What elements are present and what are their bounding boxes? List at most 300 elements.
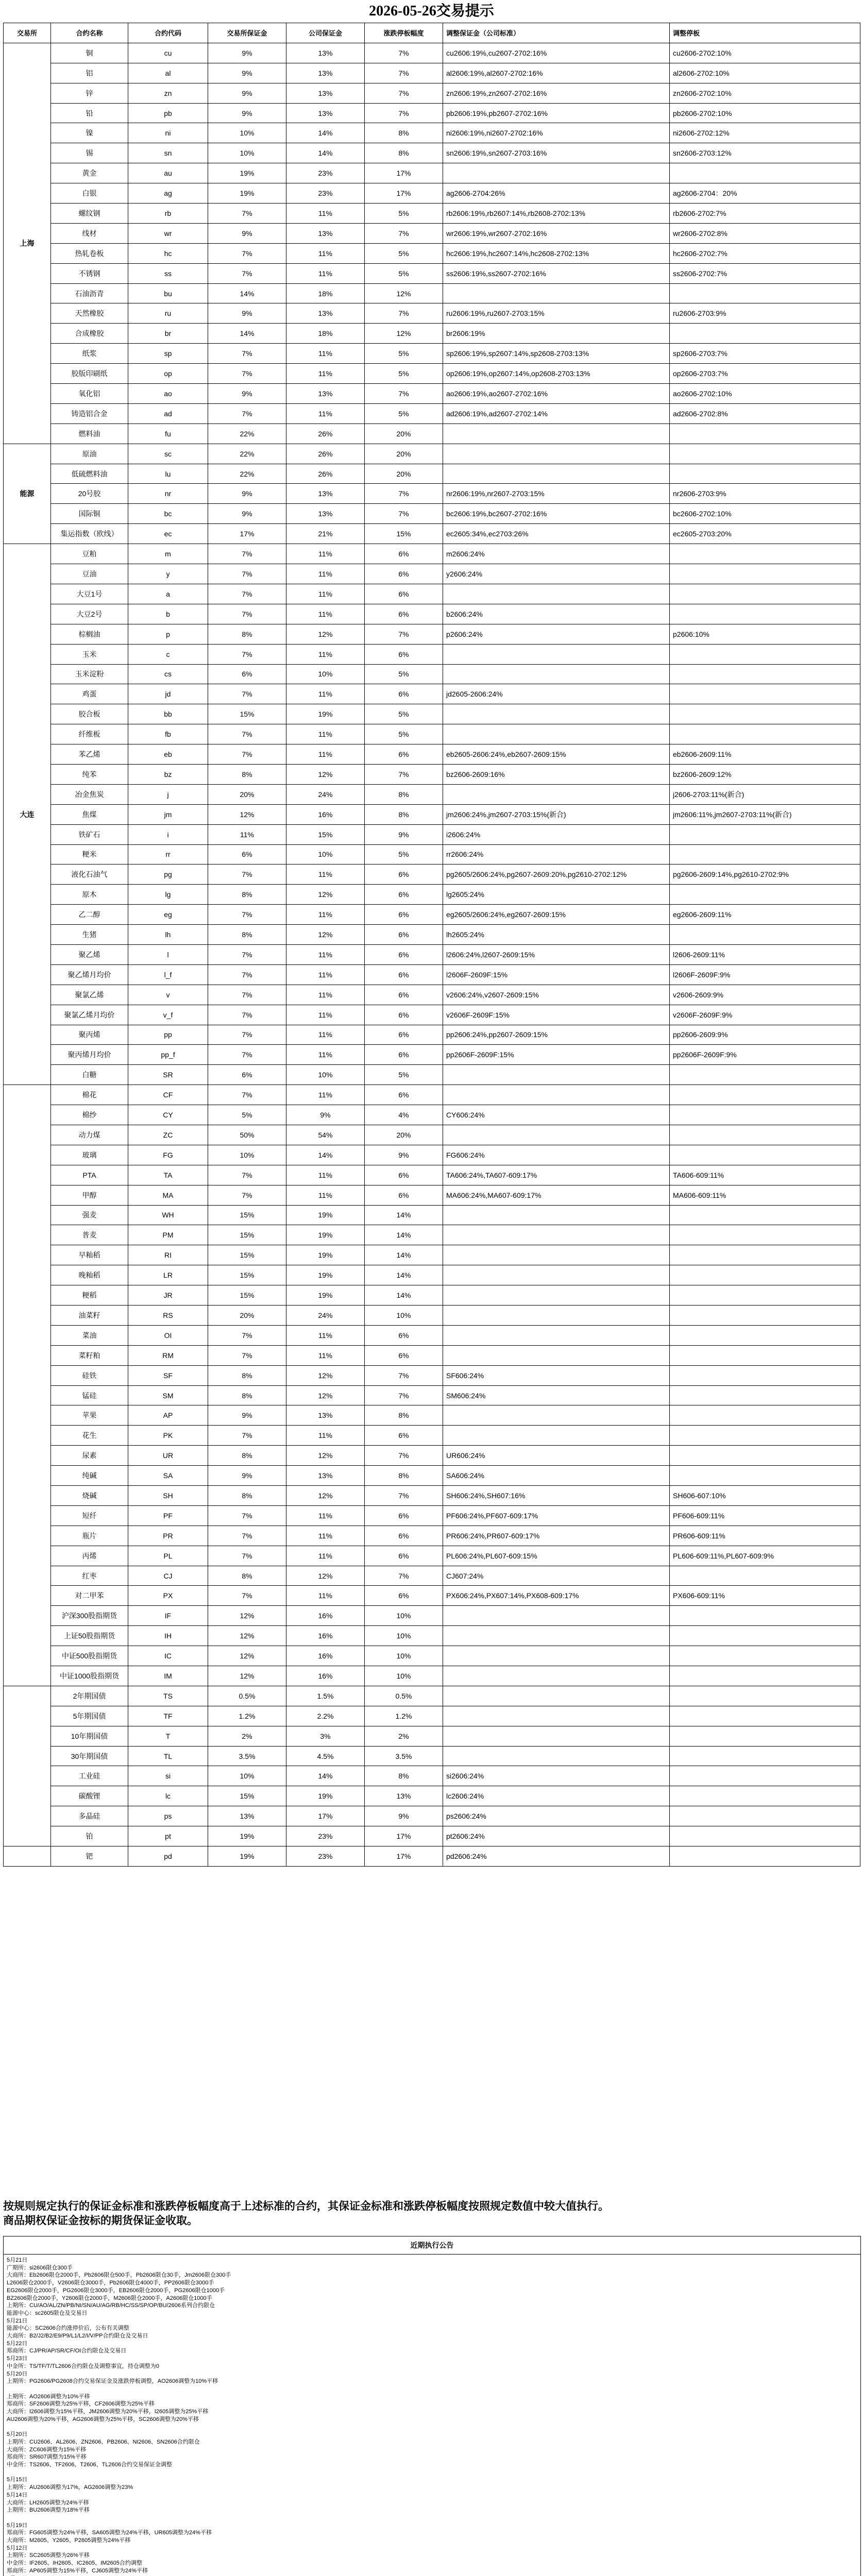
table-row (4, 784, 860, 804)
company-margin-cell: 11% (286, 724, 365, 744)
adjusted-margin-cell: p2606:24% (443, 624, 670, 644)
contract-name-cell: 棕榈油 (51, 624, 128, 644)
contract-name-cell: 甲醇 (51, 1185, 128, 1205)
table-row (4, 724, 860, 744)
adjusted-limit-cell: ao2606-2702:10% (670, 384, 860, 404)
limit-cell: 7% (365, 83, 443, 103)
limit-cell: 7% (365, 63, 443, 83)
adjusted-limit-cell (670, 1325, 860, 1345)
company-margin-cell: 13% (286, 484, 365, 504)
company-margin-cell: 11% (286, 243, 365, 263)
adjusted-limit-cell: bc2606-2702:10% (670, 504, 860, 524)
exchange-margin-cell: 9% (208, 83, 286, 103)
limit-cell: 6% (365, 1586, 443, 1606)
contract-code-cell: PM (128, 1225, 208, 1245)
contract-code-cell: ad (128, 403, 208, 423)
table-row (4, 804, 860, 824)
adjusted-margin-cell (443, 1345, 670, 1365)
limit-cell: 8% (365, 1405, 443, 1426)
table-row (4, 744, 860, 765)
contract-name-cell: 丙烯 (51, 1546, 128, 1566)
contract-code-cell: v_f (128, 1005, 208, 1025)
limit-cell: 6% (365, 925, 443, 945)
limit-cell: 6% (365, 1025, 443, 1045)
limit-cell: 14% (365, 1205, 443, 1225)
adjusted-margin-cell: sn2606:19%,sn2607-2703:16% (443, 143, 670, 163)
table-row (4, 1145, 860, 1165)
adjusted-limit-cell (670, 684, 860, 704)
company-margin-cell: 11% (286, 1185, 365, 1205)
adjusted-margin-cell: jd2605-2606:24% (443, 684, 670, 704)
contract-code-cell: pg (128, 865, 208, 885)
margin-table (3, 23, 860, 1867)
adjusted-margin-cell (443, 1205, 670, 1225)
adjusted-margin-cell: pt2606:24% (443, 1826, 670, 1846)
exchange-margin-cell: 7% (208, 964, 286, 985)
limit-cell: 15% (365, 524, 443, 544)
exchange-margin-cell: 0.5% (208, 1686, 286, 1706)
contract-code-cell: AP (128, 1405, 208, 1426)
contract-code-cell: cu (128, 43, 208, 63)
table-row (4, 283, 860, 303)
limit-cell: 7% (365, 1365, 443, 1385)
contract-code-cell: p (128, 624, 208, 644)
contract-name-cell: 晚籼稻 (51, 1265, 128, 1285)
limit-cell: 10% (365, 1606, 443, 1626)
table-row (4, 524, 860, 544)
exchange-margin-cell: 10% (208, 143, 286, 163)
contract-name-cell: 胶版印刷纸 (51, 364, 128, 384)
contract-name-cell: 国际铜 (51, 504, 128, 524)
contract-code-cell: PF (128, 1505, 208, 1526)
company-margin-cell: 14% (286, 123, 365, 143)
adjusted-limit-cell (670, 163, 860, 183)
limit-cell: 17% (365, 1826, 443, 1846)
contract-code-cell: ru (128, 303, 208, 324)
adjusted-limit-cell: v2606F-2609F:9% (670, 1005, 860, 1025)
recent-announcements-body: 5月21日 广期所：si2606限仓300手 大商所：Eb2606限仓2000手，Pb2606限仓500手，Pb2606限仓30手，Jm2606限仓300手 L2606限仓2000手，V2606限仓3000手，Pb2606限仓4000手，PP2606限仓3000手 EG2606限仓2000手，PG2606限仓3000手，EB2606限仓2000手，PG2606限仓1000手 BZ2606限仓2000手，Y2606限仓2000手，M2606限仓2000手，A2606限仓1000手 上期所：CU/AO/AL/ZN/PB/NI/SN/AU/AG/RB/HC/SS/SP/OP/BU/2606系列合约限仓 能源中心：sc2605限仓及交易日 5月21日 能源中心：SC2606合约涨停价后，公布有关调整 大商所：B2/J2/B2/E9/P9/L1/L2/I/V/PP合约限仓及交易日 5月22日 郑商所：CJ/PR/AP/SR/CF/OI合约限仓及交易日 5月23日 中金所：TS/TF/T/TL2606合约限仓及调整事宜，持仓调整为0 5月20日 上期所：PG2606/PG2608合约交易保证金及涨跌停板调整，AO2606调整为10%平移 上期所：AO2606调整为10%平移 郑商所：SF2606调整为25%平移，CF2606调整为25%平移 大商所：I2606调整为15%平移，JM2606调整为20%平移，I2605调整为25%平移 AU2606调整为20%平移，AG2606调整为25%平移，SC2606调整为20%平移 5月20日 上期所：CU2606、AL2606、ZN2606、PB2606、NI2606、SN2606合约限仓 大商所：ZC606调整为15%平移 郑商所：SR607调整为15%平移 中金所：TS2606、TF2606、T2606、TL2606合约交易保证金调整 5月15日 上期所：AU2606调整为17%，AG2606调整为23% 5月14日 大商所：LH2605调整为24%平移 上期所：BU2606调整为18%平移 5月19日 郑商所：FG605调整为24%平移，SA605调整为24%平移，UR605调整为24%平移 大商所：M2605、Y2605、P2605调整为24%平移 5月12日 上期所：SC2605调整为26%平移 中金所：IF2605、IH2605、IC2605、IM2605合约调整 郑商所：AP605调整为15%平移，CJ605调整为24%平移 (7, 2257, 231, 2574)
adjusted-limit-cell: eb2606-2609:11% (670, 744, 860, 765)
limit-cell: 5% (365, 243, 443, 263)
contract-name-cell: 原木 (51, 885, 128, 905)
adjusted-limit-cell: PR606-609:11% (670, 1526, 860, 1546)
exchange-margin-cell: 8% (208, 1486, 286, 1506)
adjusted-limit-cell: ni2606-2702:12% (670, 123, 860, 143)
contract-code-cell: PL (128, 1546, 208, 1566)
exchange-margin-cell: 13% (208, 1806, 286, 1826)
table-row (4, 544, 860, 564)
exchange-margin-cell: 19% (208, 1826, 286, 1846)
contract-name-cell: 20号胶 (51, 484, 128, 504)
adjusted-margin-cell (443, 464, 670, 484)
exchange-margin-cell: 7% (208, 604, 286, 624)
exchange-margin-cell: 20% (208, 784, 286, 804)
adjusted-margin-cell: lh2605:24% (443, 925, 670, 945)
exchange-cell: 上海 (4, 43, 51, 444)
adjusted-limit-cell: nr2606-2703:9% (670, 484, 860, 504)
company-margin-cell: 12% (286, 925, 365, 945)
contract-name-cell: 聚丙烯 (51, 1025, 128, 1045)
contract-code-cell: OI (128, 1325, 208, 1345)
limit-cell: 14% (365, 1265, 443, 1285)
exchange-margin-cell: 9% (208, 103, 286, 123)
adjusted-limit-cell: eg2606-2609:11% (670, 905, 860, 925)
table-row (4, 1806, 860, 1826)
adjusted-limit-cell (670, 844, 860, 865)
table-row (4, 243, 860, 263)
contract-name-cell: 棉纱 (51, 1105, 128, 1125)
table-row (4, 1005, 860, 1025)
adjusted-margin-cell (443, 1706, 670, 1726)
company-margin-cell: 14% (286, 143, 365, 163)
company-margin-cell: 13% (286, 1405, 365, 1426)
company-margin-cell: 24% (286, 1306, 365, 1326)
contract-code-cell: cs (128, 664, 208, 684)
company-margin-cell: 13% (286, 303, 365, 324)
exchange-margin-cell: 22% (208, 444, 286, 464)
table-row (4, 764, 860, 784)
company-margin-cell: 11% (286, 744, 365, 765)
exchange-margin-cell: 7% (208, 544, 286, 564)
exchange-cell (4, 1085, 51, 1686)
exchange-margin-cell: 9% (208, 1466, 286, 1486)
contract-name-cell: 焦煤 (51, 804, 128, 824)
limit-cell: 10% (365, 1626, 443, 1646)
adjusted-margin-cell (443, 1405, 670, 1426)
contract-name-cell: 碳酸锂 (51, 1786, 128, 1806)
company-margin-cell: 12% (286, 1385, 365, 1405)
adjusted-limit-cell: op2606-2703:7% (670, 364, 860, 384)
contract-name-cell: 集运指数（欧线） (51, 524, 128, 544)
exchange-margin-cell: 15% (208, 1205, 286, 1225)
adjusted-margin-cell (443, 1265, 670, 1285)
exchange-margin-cell: 9% (208, 63, 286, 83)
contract-name-cell: 30年期国债 (51, 1746, 128, 1766)
contract-name-cell: 黄金 (51, 163, 128, 183)
contract-code-cell: eb (128, 744, 208, 765)
limit-cell: 7% (365, 103, 443, 123)
contract-name-cell: 豆粕 (51, 544, 128, 564)
company-margin-cell: 13% (286, 223, 365, 243)
adjusted-margin-cell: CJ607:24% (443, 1566, 670, 1586)
table-row (4, 204, 860, 224)
contract-name-cell: 铸造铝合金 (51, 403, 128, 423)
company-margin-cell: 26% (286, 464, 365, 484)
adjusted-margin-cell: lg2605:24% (443, 885, 670, 905)
adjusted-limit-cell: l2606-2609:11% (670, 944, 860, 964)
contract-code-cell: WH (128, 1205, 208, 1225)
exchange-margin-cell: 50% (208, 1125, 286, 1145)
table-row (4, 604, 860, 624)
company-margin-cell: 10% (286, 844, 365, 865)
company-margin-cell: 11% (286, 403, 365, 423)
company-margin-cell: 13% (286, 1466, 365, 1486)
contract-name-cell: 粳米 (51, 844, 128, 865)
limit-cell: 8% (365, 1766, 443, 1786)
contract-name-cell: 低硫燃料油 (51, 464, 128, 484)
adjusted-limit-cell (670, 1706, 860, 1726)
adjusted-limit-cell (670, 1065, 860, 1085)
adjusted-margin-cell (443, 163, 670, 183)
contract-code-cell: lc (128, 1786, 208, 1806)
limit-cell: 6% (365, 885, 443, 905)
limit-cell: 17% (365, 1846, 443, 1867)
table-row (4, 384, 860, 404)
contract-code-cell: lu (128, 464, 208, 484)
adjusted-limit-cell (670, 1285, 860, 1306)
company-margin-cell: 9% (286, 1105, 365, 1125)
contract-code-cell: LR (128, 1265, 208, 1285)
table-row (4, 824, 860, 844)
exchange-margin-cell: 10% (208, 1145, 286, 1165)
contract-name-cell: 纯苯 (51, 764, 128, 784)
limit-cell: 6% (365, 1426, 443, 1446)
limit-cell: 10% (365, 1646, 443, 1666)
exchange-margin-cell: 7% (208, 1045, 286, 1065)
adjusted-margin-cell: pg2605/2606:24%,pg2607-2609:20%,pg2610-2702:12% (443, 865, 670, 885)
company-margin-cell: 11% (286, 344, 365, 364)
contract-code-cell: RS (128, 1306, 208, 1326)
adjusted-margin-cell: ni2606:19%,ni2607-2702:16% (443, 123, 670, 143)
table-row (4, 1766, 860, 1786)
adjusted-margin-cell: rr2606:24% (443, 844, 670, 865)
exchange-margin-cell: 9% (208, 223, 286, 243)
limit-cell: 14% (365, 1245, 443, 1265)
limit-cell: 14% (365, 1225, 443, 1245)
company-margin-cell: 19% (286, 1285, 365, 1306)
adjusted-limit-cell (670, 1365, 860, 1385)
contract-code-cell: fu (128, 423, 208, 444)
adjusted-margin-cell: ad2606:19%,ad2607-2702:14% (443, 403, 670, 423)
contract-name-cell: 聚乙烯月均价 (51, 964, 128, 985)
exchange-margin-cell: 7% (208, 364, 286, 384)
company-margin-cell: 12% (286, 1446, 365, 1466)
limit-cell: 6% (365, 584, 443, 604)
exchange-margin-cell: 12% (208, 804, 286, 824)
adjusted-limit-cell: wr2606-2702:8% (670, 223, 860, 243)
contract-code-cell: TL (128, 1746, 208, 1766)
contract-code-cell: m (128, 544, 208, 564)
limit-cell: 20% (365, 444, 443, 464)
contract-name-cell: 玻璃 (51, 1145, 128, 1165)
exchange-margin-cell: 7% (208, 204, 286, 224)
contract-name-cell: 白银 (51, 183, 128, 204)
company-margin-cell: 19% (286, 704, 365, 724)
table-row (4, 1025, 860, 1045)
adjusted-margin-cell: ps2606:24% (443, 1806, 670, 1826)
contract-name-cell: 烧碱 (51, 1486, 128, 1506)
table-row (4, 1205, 860, 1225)
exchange-margin-cell: 9% (208, 303, 286, 324)
limit-cell: 7% (365, 1566, 443, 1586)
table-row (4, 1245, 860, 1265)
limit-cell: 12% (365, 283, 443, 303)
limit-cell: 6% (365, 985, 443, 1005)
limit-cell: 6% (365, 1185, 443, 1205)
company-margin-cell: 24% (286, 784, 365, 804)
adjusted-margin-cell: bz2606-2609:16% (443, 764, 670, 784)
table-row (4, 183, 860, 204)
contract-code-cell: CJ (128, 1566, 208, 1586)
exchange-margin-cell: 7% (208, 865, 286, 885)
adjusted-margin-cell (443, 664, 670, 684)
exchange-margin-cell: 12% (208, 1646, 286, 1666)
adjusted-margin-cell (443, 1646, 670, 1666)
company-margin-cell: 13% (286, 83, 365, 103)
limit-cell: 5% (365, 1065, 443, 1085)
exchange-margin-cell: 15% (208, 1245, 286, 1265)
table-row (4, 123, 860, 143)
adjusted-margin-cell (443, 1245, 670, 1265)
limit-cell: 6% (365, 1526, 443, 1546)
company-margin-cell: 11% (286, 1345, 365, 1365)
table-row (4, 1846, 860, 1867)
company-margin-cell: 11% (286, 644, 365, 664)
exchange-margin-cell: 1.2% (208, 1706, 286, 1726)
table-row (4, 1285, 860, 1306)
adjusted-limit-cell (670, 1105, 860, 1125)
table-row (4, 403, 860, 423)
adjusted-limit-cell (670, 1686, 860, 1706)
adjusted-margin-cell: sp2606:19%,sp2607:14%,sp2608-2703:13% (443, 344, 670, 364)
limit-cell: 6% (365, 644, 443, 664)
exchange-margin-cell: 15% (208, 704, 286, 724)
contract-name-cell: 玉米 (51, 644, 128, 664)
company-margin-cell: 54% (286, 1125, 365, 1145)
limit-cell: 1.2% (365, 1706, 443, 1726)
adjusted-limit-cell: TA606-609:11% (670, 1165, 860, 1185)
adjusted-limit-cell: l2606F-2609F:9% (670, 964, 860, 985)
adjusted-margin-cell: TA606:24%,TA607-609:17% (443, 1165, 670, 1185)
limit-cell: 6% (365, 944, 443, 964)
contract-name-cell: 锰硅 (51, 1385, 128, 1405)
adjusted-limit-cell (670, 1405, 860, 1426)
adjusted-limit-cell (670, 664, 860, 684)
header-exchange-margin: 交易所保证金 (208, 23, 286, 43)
limit-cell: 7% (365, 484, 443, 504)
adjusted-limit-cell (670, 1466, 860, 1486)
table-row (4, 1626, 860, 1646)
adjusted-margin-cell: PX606:24%,PX607:14%,PX608-609:17% (443, 1586, 670, 1606)
limit-cell: 7% (365, 384, 443, 404)
exchange-cell: 大连 (4, 544, 51, 1085)
table-row (4, 364, 860, 384)
table-row (4, 1686, 860, 1706)
limit-cell: 9% (365, 1806, 443, 1826)
table-row (4, 1426, 860, 1446)
table-row (4, 1786, 860, 1806)
contract-name-cell: 燃料油 (51, 423, 128, 444)
company-margin-cell: 19% (286, 1205, 365, 1225)
contract-name-cell: 铁矿石 (51, 824, 128, 844)
exchange-margin-cell: 7% (208, 1546, 286, 1566)
exchange-margin-cell: 9% (208, 504, 286, 524)
table-row (4, 1125, 860, 1145)
contract-code-cell: v (128, 985, 208, 1005)
exchange-margin-cell: 15% (208, 1285, 286, 1306)
company-margin-cell: 11% (286, 1526, 365, 1546)
adjusted-margin-cell: rb2606:19%,rb2607:14%,rb2608-2702:13% (443, 204, 670, 224)
contract-name-cell: 花生 (51, 1426, 128, 1446)
company-margin-cell: 13% (286, 103, 365, 123)
contract-name-cell: 动力煤 (51, 1125, 128, 1145)
limit-cell: 6% (365, 964, 443, 985)
exchange-margin-cell: 20% (208, 1306, 286, 1326)
adjusted-limit-cell (670, 885, 860, 905)
table-row (4, 704, 860, 724)
company-margin-cell: 11% (286, 1546, 365, 1566)
contract-name-cell: PTA (51, 1165, 128, 1185)
exchange-margin-cell: 7% (208, 1005, 286, 1025)
contract-code-cell: jm (128, 804, 208, 824)
contract-code-cell: IF (128, 1606, 208, 1626)
limit-cell: 5% (365, 344, 443, 364)
exchange-margin-cell: 19% (208, 183, 286, 204)
exchange-margin-cell: 8% (208, 764, 286, 784)
company-margin-cell: 11% (286, 865, 365, 885)
table-row (4, 964, 860, 985)
limit-cell: 6% (365, 1005, 443, 1025)
adjusted-margin-cell (443, 1125, 670, 1145)
table-row (4, 163, 860, 183)
contract-name-cell: 中证500股指期货 (51, 1646, 128, 1666)
contract-code-cell: ni (128, 123, 208, 143)
adjusted-margin-cell: SM606:24% (443, 1385, 670, 1405)
contract-code-cell: SA (128, 1466, 208, 1486)
company-margin-cell: 11% (286, 1025, 365, 1045)
table-row (4, 423, 860, 444)
contract-code-cell: lg (128, 885, 208, 905)
exchange-margin-cell: 7% (208, 724, 286, 744)
adjusted-limit-cell (670, 1806, 860, 1826)
exchange-margin-cell: 7% (208, 985, 286, 1005)
contract-code-cell: ps (128, 1806, 208, 1826)
table-row (4, 985, 860, 1005)
contract-code-cell: si (128, 1766, 208, 1786)
exchange-margin-cell: 12% (208, 1606, 286, 1626)
limit-cell: 6% (365, 1546, 443, 1566)
adjusted-limit-cell: PL606-609:11%,PL607-609:9% (670, 1546, 860, 1566)
limit-cell: 6% (365, 684, 443, 704)
adjusted-limit-cell (670, 464, 860, 484)
exchange-margin-cell: 11% (208, 824, 286, 844)
adjusted-limit-cell (670, 1846, 860, 1867)
adjusted-limit-cell: ru2606-2703:9% (670, 303, 860, 324)
adjusted-margin-cell: ss2606:19%,ss2607-2702:16% (443, 263, 670, 283)
exchange-margin-cell: 8% (208, 925, 286, 945)
limit-cell: 5% (365, 704, 443, 724)
table-row (4, 1225, 860, 1245)
adjusted-margin-cell: nr2606:19%,nr2607-2703:15% (443, 484, 670, 504)
adjusted-limit-cell (670, 1766, 860, 1786)
company-margin-cell: 11% (286, 1045, 365, 1065)
adjusted-margin-cell (443, 1626, 670, 1646)
table-row (4, 1586, 860, 1606)
contract-code-cell: jd (128, 684, 208, 704)
adjusted-limit-cell: rb2606-2702:7% (670, 204, 860, 224)
table-row (4, 1325, 860, 1345)
company-margin-cell: 4.5% (286, 1746, 365, 1766)
exchange-margin-cell: 7% (208, 1345, 286, 1365)
limit-cell: 6% (365, 544, 443, 564)
limit-cell: 5% (365, 364, 443, 384)
exchange-margin-cell: 8% (208, 1446, 286, 1466)
table-row (4, 1405, 860, 1426)
adjusted-margin-cell (443, 1325, 670, 1345)
adjusted-limit-cell (670, 724, 860, 744)
exchange-margin-cell: 14% (208, 283, 286, 303)
contract-name-cell: 上证50股指期货 (51, 1626, 128, 1646)
